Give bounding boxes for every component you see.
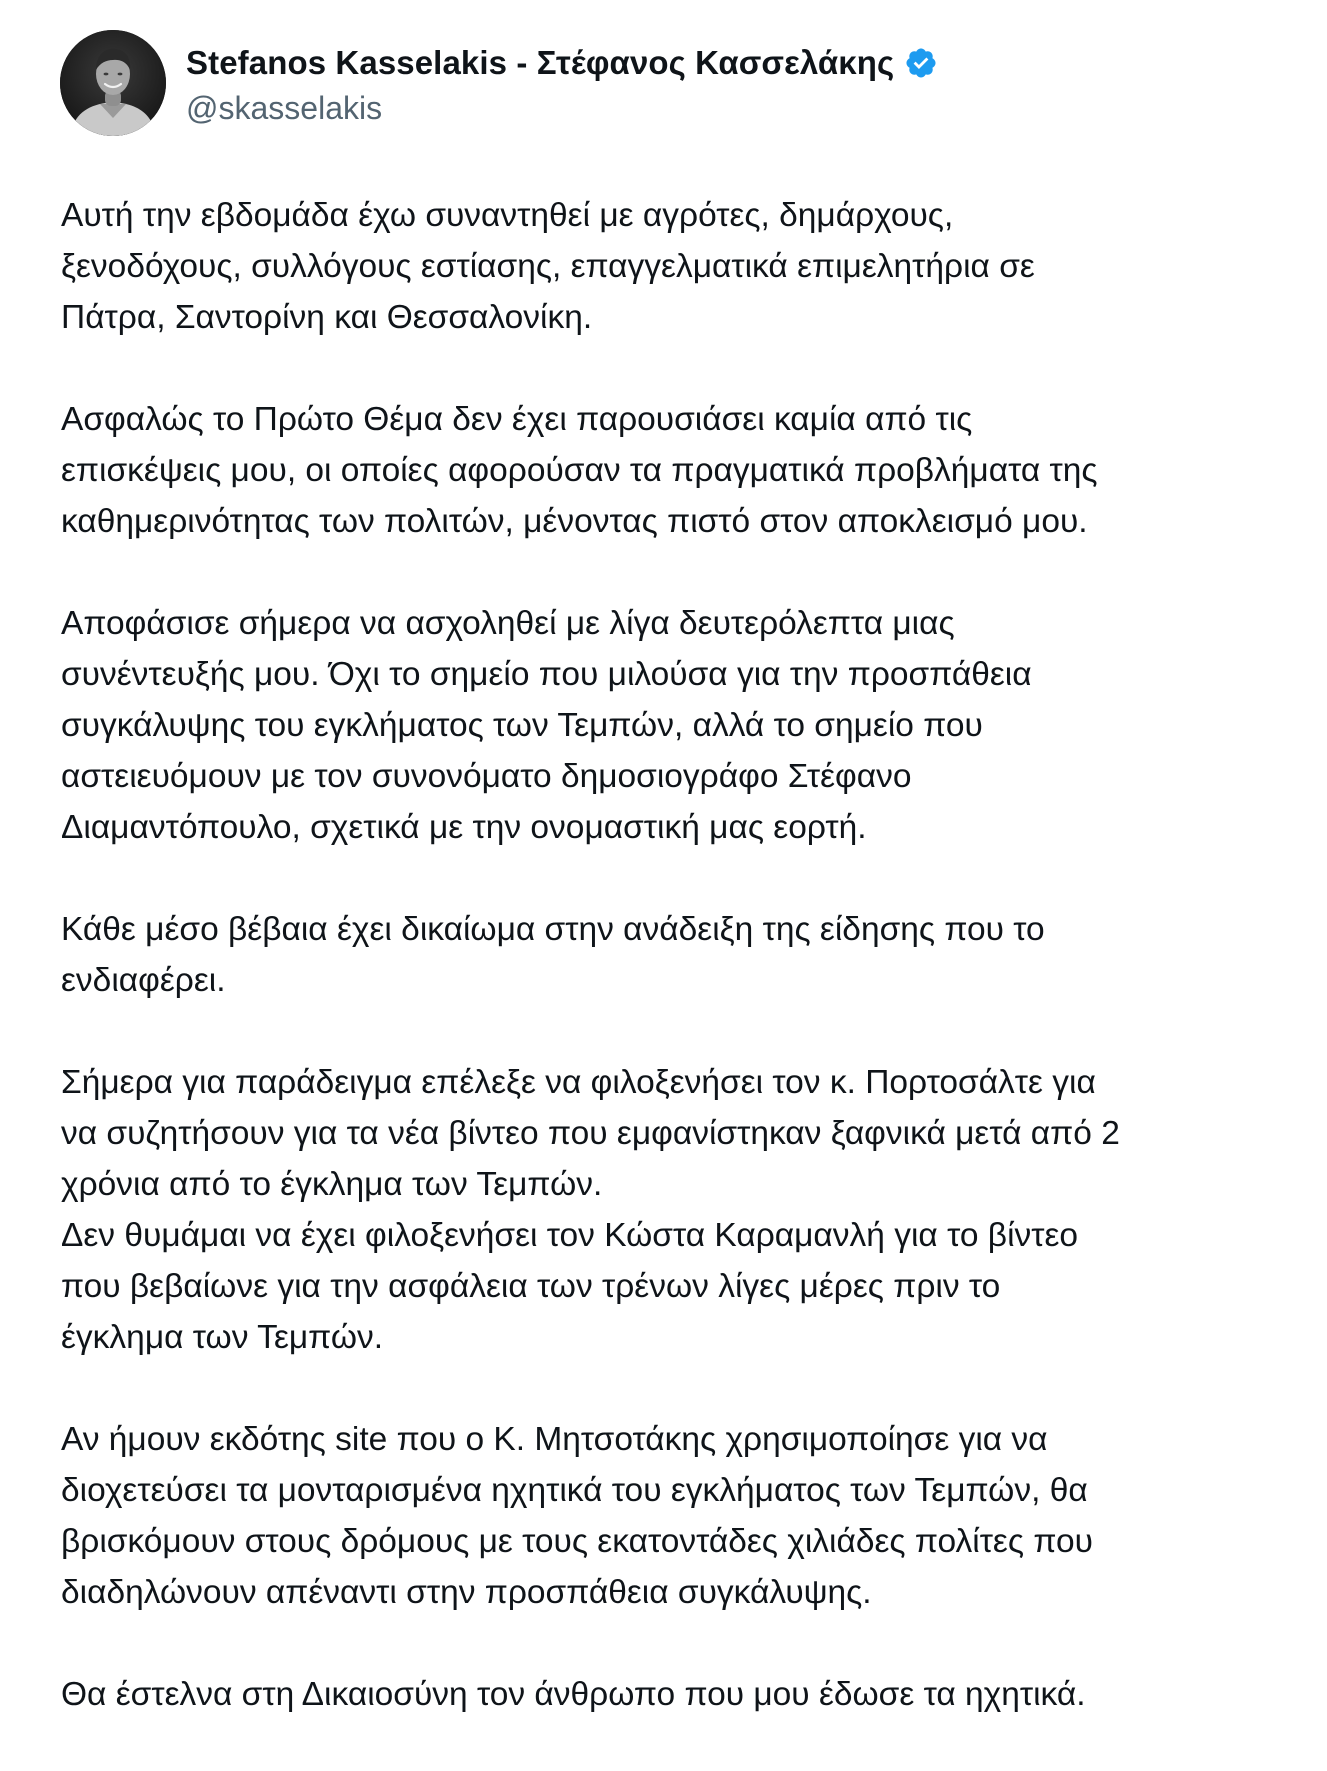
tweet-line: αστειευόμουν με τον συνονόματο δημοσιογράφο Στέφανο — [61, 758, 912, 795]
tweet-paragraph — [61, 394, 1291, 547]
avatar[interactable] — [60, 30, 166, 136]
tweet-paragraph — [61, 1057, 1291, 1363]
tweet-line: Αποφάσισε σήμερα να ασχοληθεί με λίγα δευτερόλεπτα μιας — [61, 605, 955, 642]
tweet-line: συγκάλυψης του εγκλήματος των Τεμπών, αλλά το σημείο που — [61, 707, 983, 744]
tweet-line: Αυτή την εβδομάδα έχω συναντηθεί με αγρότες, δημάρχους, — [61, 197, 954, 234]
tweet-paragraph — [61, 190, 1291, 343]
tweet-line: Ασφαλώς το Πρώτο Θέμα δεν έχει παρουσιάσει καμία από τις — [61, 401, 973, 438]
tweet-paragraph — [61, 1414, 1291, 1618]
tweet-line: Αν ήμουν εκδότης site που ο Κ. Μητσοτάκης χρησιμοποίησε για να — [61, 1421, 1048, 1458]
tweet-line: χρόνια από το έγκλημα των Τεμπών. — [61, 1166, 603, 1203]
tweet-line: Πάτρα, Σαντορίνη και Θεσσαλονίκη. — [61, 299, 593, 336]
tweet-paragraph — [61, 904, 1291, 1006]
tweet-text — [61, 190, 1291, 1771]
name-row — [186, 40, 938, 86]
tweet-line: συνέντευξής μου. Όχι το σημείο που μιλούσα για την προσπάθεια — [61, 656, 1032, 693]
tweet-line: που βεβαίωνε για την ασφάλεια των τρένων λίγες μέρες πριν το — [61, 1268, 1001, 1305]
tweet-line: διοχετεύσει τα μονταρισμένα ηχητικά του εγκλήματος των Τεμπών, θα — [61, 1472, 1088, 1509]
tweet-paragraph — [61, 1669, 1291, 1720]
tweet-line: Κάθε μέσο βέβαια έχει δικαίωμα στην ανάδειξη της είδησης που το — [61, 911, 1045, 948]
tweet-paragraph — [61, 598, 1291, 853]
tweet-line: επισκέψεις μου, οι οποίες αφορούσαν τα πραγματικά προβλήματα της — [61, 452, 1098, 489]
author-identity — [186, 40, 938, 127]
tweet-line: να συζητήσουν για τα νέα βίντεο που εμφανίστηκαν ξαφνικά μετά από 2 — [61, 1115, 1120, 1152]
tweet-header — [60, 30, 938, 136]
tweet-line: Σήμερα για παράδειγμα επέλεξε να φιλοξενήσει τον κ. Πορτοσάλτε για — [61, 1064, 1096, 1101]
tweet-line: Θα έστελνα στη Δικαιοσύνη τον άνθρωπο που μου έδωσε τα ηχητικά. — [61, 1676, 1086, 1713]
tweet-line: διαδηλώνουν απέναντι στην προσπάθεια συγκάλυψης. — [61, 1574, 872, 1611]
display-name[interactable]: Stefanos Kasselakis - Στέφανος Κασσελάκης — [186, 43, 895, 81]
tweet-line: Διαμαντόπουλο, σχετικά με την ονομαστική μας εορτή. — [61, 809, 867, 846]
tweet-line: Δεν θυμάμαι να έχει φιλοξενήσει τον Κώστα Καραμανλή για το βίντεο — [61, 1217, 1079, 1254]
tweet-line: καθημερινότητας των πολιτών, μένοντας πιστό στον αποκλεισμό μου. — [61, 503, 1088, 540]
profile-photo-icon — [60, 30, 166, 136]
verified-badge-icon[interactable] — [904, 46, 938, 80]
tweet-line: βρισκόμουν στους δρόμους με τους εκατοντάδες χιλιάδες πολίτες που — [61, 1523, 1093, 1560]
tweet-line: έγκλημα των Τεμπών. — [61, 1319, 384, 1356]
tweet-line: ενδιαφέρει. — [61, 962, 226, 999]
handle[interactable]: @skasselakis — [186, 89, 383, 126]
tweet-line: ξενοδόχους, συλλόγους εστίασης, επαγγελματικά επιμελητήρια σε — [61, 248, 1035, 285]
